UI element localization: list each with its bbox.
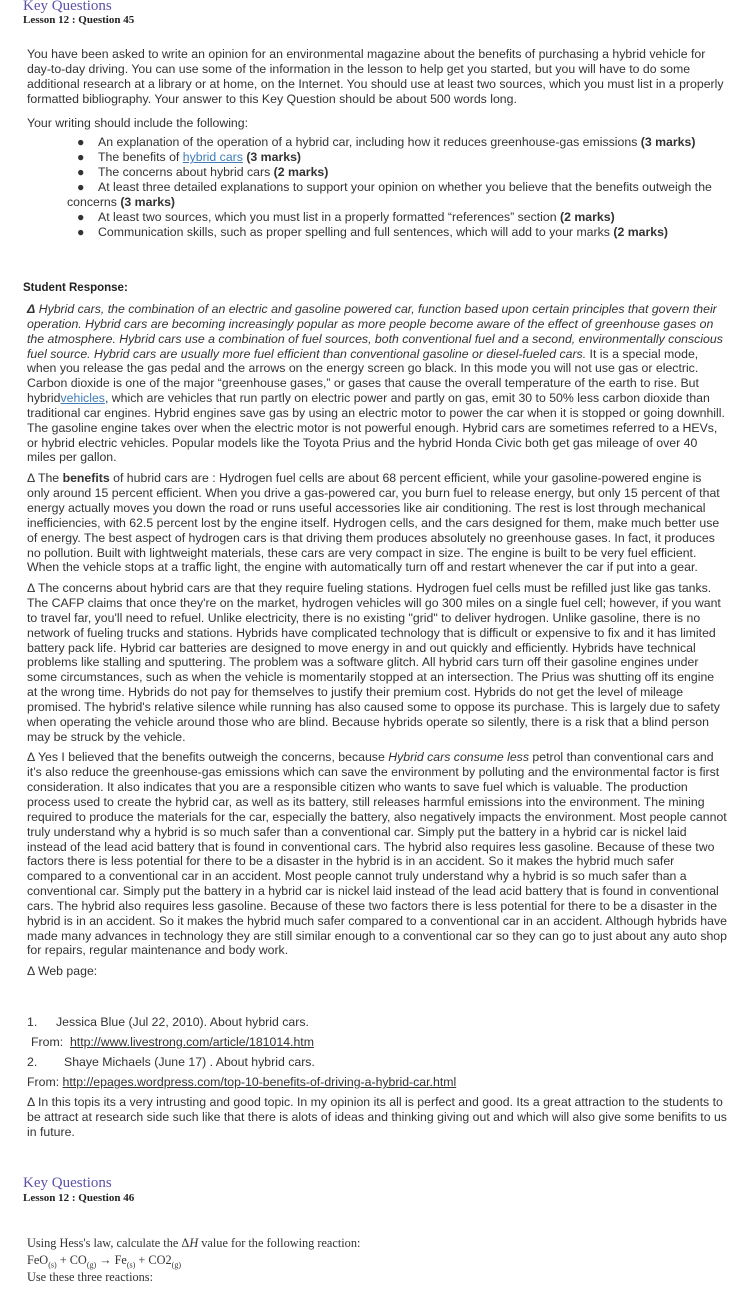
- requirement-item: ● At least three detailed explanations to support your opinion on whether you believe that the benefits outweigh the concerns (3 marks): [67, 180, 712, 209]
- student-response-label: Student Response:: [23, 282, 128, 294]
- question-prompt: [27, 47, 727, 240]
- include-label: Your writing should include the following:: [27, 116, 249, 130]
- bullet-icon: ●: [77, 180, 85, 194]
- web-page-label: Δ Web page:: [27, 964, 98, 979]
- prompt-intro: You have been asked to write an opinion for an environmental magazine about the benefits of purchasing a hybrid vehicle for day-to-day driving. You can use some of the information in the lesson to help get you started, but you will have to do some additional research at a library or at home, on the Internet. You should use at least two sources, which you must list in a properly formatted bibliography. Your answer to this Key Question should be about 500 words long.: [27, 47, 724, 106]
- reference-url-link[interactable]: http://www.livestrong.com/article/181014.htm: [69, 1035, 314, 1049]
- requirement-item: ● The benefits of hybrid cars (3 marks): [77, 150, 302, 164]
- hess-instruction: Use these three reactions:: [27, 1270, 153, 1284]
- key-questions-title: Key Questions: [23, 0, 112, 14]
- bullet-icon: ●: [77, 165, 85, 179]
- response-paragraph: Δ Hybrid cars, the combination of an electric and gasoline powered car, function based upon certain principles that govern their operation. Hybrid cars are becoming increasingly popular as more people become aware of the effect of greenhouse gases on the atmosphere. Hybrid cars use a combination of fuel sources, both conventional fuel and a second, environmentally conscious fuel source. Hybrid cars are usually more fuel efficient than conventional gasoline or diesel-fueled cars. It is a special mode, when you release the gas pedal and the arrows on the energy screen go black. In this mode you will not use gas or electric. Carbon dioxide is one of the major “greenhouse gases,” or gases that cause the overall temperature of the earth to rise. But hybridvehicles, which are vehicles that run partly on electric power and partly on gas, emit 30 to 50% less carbon dioxide than traditional car engines. Hybrid engines save gas by using an electric motor to power the car when it is stopped or going downhill. The gasoline engine takes over when the electric motor is not powerful enough. Hybrid cars are sometimes referred to a HEVs, or hybrid electric vehicles. Popular models like the Toyota Prius and the hybrid Honda Civic both get gas mileage of over 40 miles per gallon.: [27, 302, 725, 465]
- vehicles-link[interactable]: vehicles: [60, 391, 105, 406]
- lesson-question-label: Lesson 12 : Question 46: [23, 1192, 135, 1204]
- reference-2: 2. Shaye Michaels (June 17) . About hybrid cars. From: http://epages.wordpress.com/top-10-benefits-of-driving-a-hybrid-car.html: [27, 1055, 457, 1089]
- bullet-icon: ●: [77, 210, 85, 224]
- requirement-item: ● At least two sources, which you must list in a properly formatted “references” section (2 marks): [77, 210, 615, 224]
- requirements-list: [27, 135, 727, 240]
- reference-url-link[interactable]: http://epages.wordpress.com/top-10-benefits-of-driving-a-hybrid-car.html: [62, 1075, 457, 1089]
- requirement-item: ● An explanation of the operation of a hybrid car, including how it reduces greenhouse-gas emissions (3 marks): [77, 135, 696, 149]
- bullet-icon: ●: [77, 135, 85, 149]
- lesson-question-label: Lesson 12 : Question 45: [23, 14, 135, 26]
- bullet-icon: ●: [77, 150, 85, 164]
- hess-question-line: Using Hess's law, calculate the ΔH value for the following reaction:: [27, 1236, 361, 1250]
- closing-paragraph: Δ In this topis its a very intrusting and good topic. In my opinion its all is perfect and good. Its a great attraction to the students to be attract at research side such like that there is alots of ideas and thinking giving out and which will also give some benifits to us in future.: [27, 1095, 727, 1139]
- reference-1: 1. Jessica Blue (Jul 22, 2010). About hybrid cars. From: http://www.livestrong.com/article/181014.htm: [27, 1015, 314, 1049]
- bullet-icon: ●: [77, 225, 85, 239]
- response-paragraph: Δ The benefits of hubrid cars are : Hydrogen fuel cells are about 68 percent efficient, while your gasoline-powered engine is only around 15 percent efficient. When you drive a gas-powered car, you burn fuel to release energy, but only 15 percent of that energy actually moves you down the road or runs useful accessories like air conditioning. The rest is lost through mechanical inefficiencies, with 62.5 percent lost by the engine itself. Hydrogen cells, and the cars designed for them, make much better use of energy. The best aspect of hydrogen cars is that driving them produces absolutely no greenhouse gases. In fact, it produces no pollution. Built with lightweight materials, these cars are very compact in size. The engine is built to be very fuel efficient. When the vehicle stops at a traffic light, the engine with automatically turn off and restart whenever the car if put into a gear.: [27, 471, 720, 575]
- response-paragraph: Δ Yes I believed that the benefits outweigh the concerns, because Hybrid cars consume less petrol than conventional cars and it’s also reduce the greenhouse-gas emissions which can save the environment by polluting and the environmental factor is first consideration. It also indicates that you are a responsible citizen who wants to save fuel which is valuable. The production process used to create the hybrid car, as well as its battery, still releases harmful emissions into the environment. The mining required to produce the materials for the car, especially the battery, also negatively impacts the environment. Most people cannot truly understand why a hybrid is so much safer than a conventional car. Simply put the battery in a hybrid car is nickel laid instead of the lead acid battery that is found in conventional cars. The hybrid also requires less gasoline. Because of these two factors there is less potential for there to be a disaster in the hybrid is in an accident. So it makes the hybrid much safer compared to a conventional car in an accident. Most people cannot truly understand why a hybrid is so much safer than a conventional car. Simply put the battery in a hybrid car is nickel laid instead of the lead acid battery that is found in conventional cars. The hybrid also requires less gasoline. Because of these two factors there is less potential for there to be a disaster in the hybrid is in an accident. So it makes the hybrid much safer compared to a conventional car in an accident. Although hybrids have made many advances in technology they are still similar enough to a conventional car so they can go to just about any auto shop for repairs, regular maintenance and body work.: [27, 750, 727, 958]
- response-paragraph: Δ The concerns about hybrid cars are that they require fueling stations. Hydrogen fuel cells must be refilled just like gas tanks. The CAFP claims that once they're on the market, hydrogen vehicles will go 300 miles on a single fuel cell; however, if you want to travel far, you'll need to refuel. Unlike electricity, there is no existing "grid" to deliver hydrogen. Unlike gasoline, there is no network of fueling trucks and stations. Hybrids have complicated technology that is difficult or expensive to fix and it has limited battery pack life. Hybrid car batteries are designed to move energy in and out quickly and efficiently. Hybrids have technical problems like stalling and sputtering. The problem was a software glitch. All hybrid cars turn off their gasoline engines under some circumstances, such as when the vehicle is momentarily stopped at an intersection. The Prius was shutting off its engine at the wrong time. Hybrids do not pay for themselves to justify their premium cost. Hybrids do not get the level of mileage promised. The hybrid's relative silence while running has also caused some to oppose its purchase. This is largely due to safety when operating the vehicle around those who are blind. Because hybrids operate so silently, there is a risk that a blind person may be struck by the vehicle.: [27, 581, 721, 744]
- key-questions-title: Key Questions: [23, 1175, 112, 1191]
- requirement-item: ● Communication skills, such as proper spelling and full sentences, which will add to your marks (2 marks): [77, 225, 669, 239]
- reaction-equation: $FeO_{(s)} + CO_{(g)} \to Fe_{(s)} + CO2_{(g)}$: [27, 1253, 181, 1270]
- hybrid-cars-link[interactable]: hybrid cars: [182, 150, 243, 164]
- requirement-item: ● The concerns about hybrid cars (2 marks): [77, 165, 329, 179]
- student-response: [27, 302, 727, 979]
